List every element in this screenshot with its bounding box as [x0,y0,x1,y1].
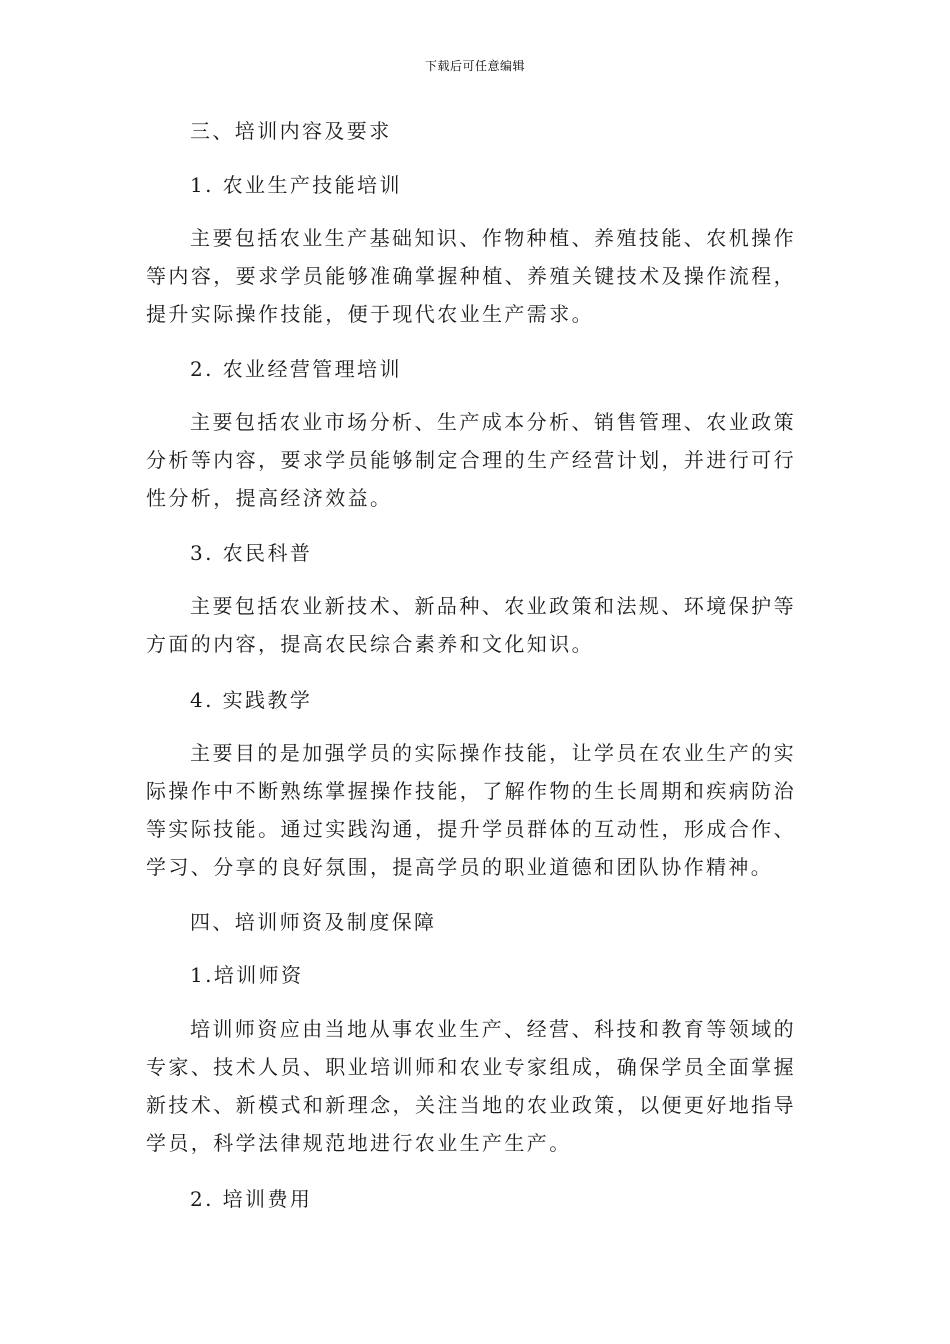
paragraph-business-management: 主要包括农业市场分析、生产成本分析、销售管理、农业政策分析等内容，要求学员能够制定合理的生产经营计划，并进行可行性分析，提高经济效益。 [146,410,796,510]
subheading-business-management: 2. 农业经营管理培训 [190,357,402,381]
paragraph-production-skills: 主要包括农业生产基础知识、作物种植、养殖技能、农机操作等内容，要求学员能够准确掌握种植、养殖关键技术及操作流程，提升实际操作技能，便于现代农业生产需求。 [146,226,796,326]
subheading-teachers: 1.培训师资 [190,963,304,987]
section-title-teachers-and-guarantees: 四、培训师资及制度保障 [190,910,437,934]
paragraph-farmer-science: 主要包括农业新技术、新品种、农业政策和法规、环境保护等方面的内容，提高农民综合素养和文化知识。 [146,594,796,656]
paragraph-practice-teaching: 主要目的是加强学员的实际操作技能，让学员在农业生产的实际操作中不断熟练掌握操作技能，了解作物的生长周期和疾病防治等实际技能。通过实践沟通，提升学员群体的互动性，形成合作、学习、分享的良好氛围，提高学员的职业道德和团队协作精神。 [146,741,796,879]
subheading-training-fees: 2. 培训费用 [190,1187,313,1211]
section-title-training-content: 三、培训内容及要求 [190,119,392,143]
subheading-production-skills: 1. 农业生产技能培训 [190,173,402,197]
header-note: 下载后可任意编辑 [424,59,525,73]
subheading-practice-teaching: 4. 实践教学 [190,688,313,712]
subheading-farmer-science: 3. 农民科普 [190,541,313,565]
paragraph-teachers: 培训师资应由当地从事农业生产、经营、科技和教育等领域的专家、技术人员、职业培训师和农业专家组成，确保学员全面掌握新技术、新模式和新理念，关注当地的农业政策，以便更好地指导学员，科学法律规范地进行农业生产生产。 [146,1017,796,1155]
